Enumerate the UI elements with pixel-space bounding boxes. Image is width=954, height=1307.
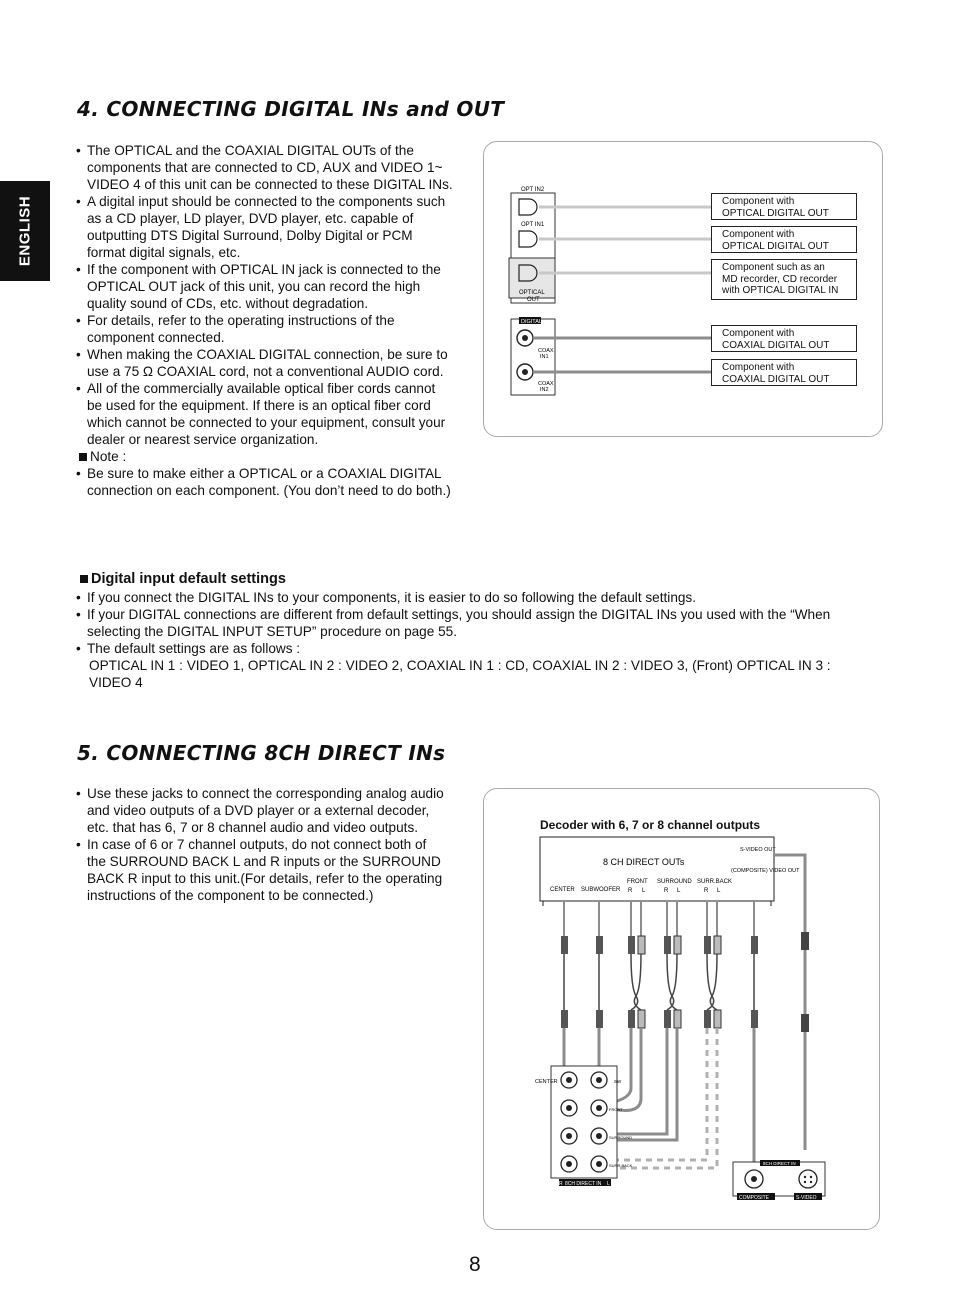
component-box <box>711 259 857 300</box>
component-label: Component with <box>722 229 795 240</box>
rca-plug <box>674 1010 681 1028</box>
note-label: Note : <box>90 449 127 464</box>
component-label: OPTICAL DIGITAL OUT <box>722 240 829 252</box>
component-box <box>711 193 857 220</box>
rca-plug <box>638 1010 645 1028</box>
jack-pin <box>596 1133 602 1139</box>
out-surround-label: SURROUND <box>657 879 692 885</box>
unit-sw-label: SW <box>614 1079 622 1084</box>
optical-label: OPTICAL <box>519 290 545 296</box>
component-label: MD recorder, CD recorder <box>722 273 838 285</box>
jack-pin <box>804 1181 806 1183</box>
note-bullet: • Be sure to make either a OPTICAL or a COAXIAL DIGITAL connection on each component. (You don’t need to do both.) <box>76 465 454 499</box>
jack-pin <box>566 1105 572 1111</box>
coax-in1-pin <box>522 335 528 341</box>
r-label: R <box>664 888 669 894</box>
rca-plug <box>751 936 758 954</box>
composite-out-label: (COMPOSITE) VIDEO OUT <box>731 868 800 874</box>
square-bullet-icon <box>80 575 88 583</box>
unit-center-label: CENTER <box>535 1079 558 1085</box>
l-label: L <box>717 888 721 894</box>
unit-surrback-label: SURR BACK <box>609 1163 633 1168</box>
decoder-title: 8 CH DIRECT OUTs <box>603 857 685 867</box>
jack-pin <box>751 1176 757 1182</box>
svideo-cable <box>774 855 805 1150</box>
component-label: COAXIAL DIGITAL OUT <box>722 339 830 351</box>
jack-pin <box>804 1176 806 1178</box>
out-label: OUT <box>527 297 540 303</box>
coax-in2-label-b: IN2 <box>540 387 549 393</box>
defaults-heading <box>80 571 286 587</box>
decoder-caption: Decoder with 6, 7 or 8 channel outputs <box>540 818 761 832</box>
bullet-item: • Use these jacks to connect the corresponding analog audio and video outputs of a DVD player or a external decoder, etc. that has 6, 7 or 8 channel audio and video outputs. <box>76 785 448 836</box>
jack-pin <box>566 1161 572 1167</box>
rca-plug <box>674 936 681 954</box>
section-4-text <box>76 142 454 499</box>
jack-pin <box>810 1181 812 1183</box>
component-label: Component with <box>722 328 795 339</box>
rca-plug <box>628 1010 635 1028</box>
rca-plug <box>704 1010 711 1028</box>
jack-pin <box>566 1077 572 1083</box>
svideo-plug <box>801 1014 809 1032</box>
component-label: COAXIAL DIGITAL OUT <box>722 373 830 385</box>
component-box <box>711 226 857 253</box>
out-center-label: CENTER <box>550 887 575 893</box>
rca-plug <box>561 1010 568 1028</box>
jack-pin <box>596 1161 602 1167</box>
component-label: with OPTICAL DIGITAL IN <box>722 285 839 296</box>
rca-plug <box>596 936 603 954</box>
unit-r-label: R <box>559 1181 563 1187</box>
rca-plug <box>664 1010 671 1028</box>
note-line <box>79 448 454 465</box>
unit-surround-label: SURROUND <box>609 1135 633 1140</box>
component-box <box>711 359 857 386</box>
page-number: 8 <box>469 1253 481 1276</box>
unit-front-label: FRONT <box>609 1107 623 1112</box>
square-bullet-icon <box>79 453 87 461</box>
jack-pin <box>566 1133 572 1139</box>
unit-l-label: L <box>607 1181 610 1187</box>
video-ch-direct-in-label: 8CH DIRECT IN <box>763 1161 796 1166</box>
component-box <box>711 325 857 352</box>
out-front-label: FRONT <box>627 879 648 885</box>
composite-label: COMPOSITE <box>739 1195 770 1201</box>
defaults-text <box>76 589 876 691</box>
rca-plug <box>561 936 568 954</box>
svideo-plug <box>801 932 809 950</box>
coax-in1-label-a: COAX <box>538 348 554 354</box>
out-subwoofer-label: SUBWOOFER <box>581 887 621 893</box>
bullet-item: • If your DIGITAL connections are different from default settings, you should assign the DIGITAL INs you used with the “When selecting the DIGITAL INPUT SETUP” procedure on page 55. <box>76 606 876 640</box>
bullet-item: • The default settings are as follows : <box>76 640 876 657</box>
bullet-item: • If you connect the DIGITAL INs to your components, it is easier to do so following the default settings. <box>76 589 876 606</box>
section-5-title: 5. CONNECTING 8CH DIRECT INs <box>77 741 446 765</box>
bullet-item: • The OPTICAL and the COAXIAL DIGITAL OUTs of the components that are connected to CD, AUX and VIDEO 1~ VIDEO 4 of this unit can be connected to these DIGITAL INs. <box>76 142 454 193</box>
rca-plug <box>664 936 671 954</box>
svideo-label: S-VIDEO <box>796 1195 817 1201</box>
jack-pin <box>810 1176 812 1178</box>
digital-label: DIGITAL <box>521 319 542 325</box>
opt-in2-label: OPT IN2 <box>521 187 545 193</box>
coax-in2-pin <box>522 369 528 375</box>
defaults-settings-line: OPTICAL IN 1 : VIDEO 1, OPTICAL IN 2 : VIDEO 2, COAXIAL IN 1 : CD, COAXIAL IN 2 : VIDEO 3, (Front) OPTICAL IN 3 : VIDEO 4 <box>89 658 831 690</box>
rca-plug <box>714 1010 721 1028</box>
component-label: Component with <box>722 196 795 207</box>
component-label: Component with <box>722 362 795 373</box>
l-label: L <box>642 888 646 894</box>
section-4-title: 4. CONNECTING DIGITAL INs and OUT <box>77 97 505 121</box>
language-tab <box>0 181 50 281</box>
svideo-out-label: S-VIDEO OUT <box>740 847 776 853</box>
rca-plug <box>714 936 721 954</box>
component-label: OPTICAL DIGITAL OUT <box>722 207 829 219</box>
bullet-item: • In case of 6 or 7 channel outputs, do not connect both of the SURROUND BACK L and R inputs or the SURROUND BACK R input to this unit.(For details, refer to the operating instructions of the component to be connected.) <box>76 836 448 904</box>
out-surrback-label: SURR.BACK <box>697 879 733 885</box>
coax-in2-label-a: COAX <box>538 381 554 387</box>
direct-in-diagram <box>483 788 880 1230</box>
rca-plug <box>751 1010 758 1028</box>
r-label: R <box>704 888 709 894</box>
jack-pin <box>596 1105 602 1111</box>
component-label: Component such as an <box>722 262 825 273</box>
jack-pin <box>596 1077 602 1083</box>
cable-to-surrback-l-dashed <box>601 1028 717 1168</box>
rca-plug <box>704 936 711 954</box>
opt-in1-label: OPT IN1 <box>521 222 545 228</box>
svideo-in-jack <box>799 1170 817 1188</box>
rca-plug <box>596 1010 603 1028</box>
ch-direct-in-label: 8CH DIRECT IN <box>565 1181 602 1187</box>
rca-plug <box>628 936 635 954</box>
bullet-item: • All of the commercially available optical fiber cords cannot be used for the equipment. If there is an optical fiber cord which cannot be connected to your equipment, consult your dealer or nearest service organization. <box>76 380 454 448</box>
coax-in1-label-b: IN1 <box>540 354 549 360</box>
bullet-item: • When making the COAXIAL DIGITAL connection, be sure to use a 75 Ω COAXIAL cord, not a conventional AUDIO cord. <box>76 346 454 380</box>
bullet-item: • If the component with OPTICAL IN jack is connected to the OPTICAL OUT jack of this unit, you can record the high quality sound of CDs, etc. without degradation. <box>76 261 454 312</box>
rca-plug <box>638 936 645 954</box>
bullet-item: • A digital input should be connected to the components such as a CD player, LD player, DVD player, etc. capable of outputting DTS Digital Surround, Dolby Digital or PCM format digital signals, etc. <box>76 193 454 261</box>
language-tab-label: ENGLISH <box>16 195 34 267</box>
section-5-text <box>76 785 448 904</box>
l-label: L <box>677 888 681 894</box>
bullet-item: • For details, refer to the operating instructions of the component connected. <box>76 312 454 346</box>
r-label: R <box>628 888 633 894</box>
defaults-heading-text: Digital input default settings <box>91 571 286 587</box>
